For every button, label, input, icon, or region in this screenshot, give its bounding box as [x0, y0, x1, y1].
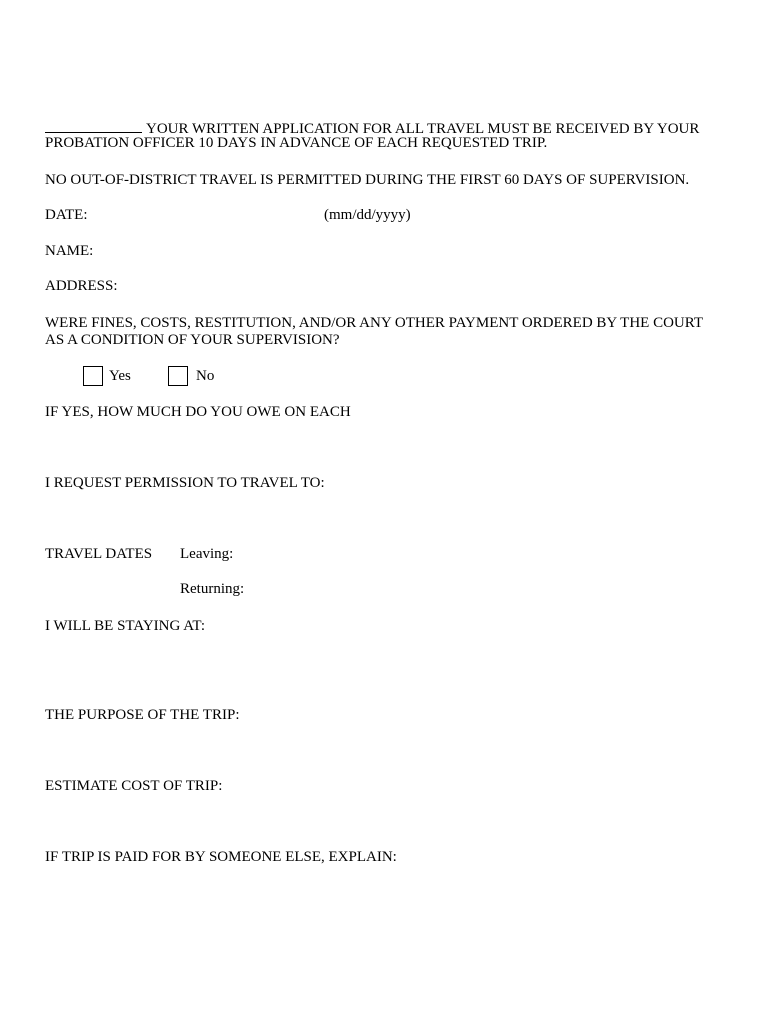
out-of-district-notice: NO OUT-OF-DISTRICT TRAVEL IS PERMITTED DURING THE FIRST 60 DAYS OF SUPERVISION.: [45, 172, 690, 188]
yes-label: Yes: [109, 368, 131, 384]
returning-label: Returning:: [180, 581, 245, 597]
name-label: NAME:: [45, 243, 94, 259]
staying-at-label: I WILL BE STAYING AT:: [45, 618, 205, 634]
payment-question-line-1: WERE FINES, COSTS, RESTITUTION, AND/OR ANY OTHER PAYMENT ORDERED BY THE COURT: [45, 315, 704, 331]
destination-label: I REQUEST PERMISSION TO TRAVEL TO:: [45, 475, 325, 491]
payment-question-line-2: AS A CONDITION OF YOUR SUPERVISION?: [45, 332, 340, 348]
intro-line-2: PROBATION OFFICER 10 DAYS IN ADVANCE OF EACH REQUESTED TRIP.: [45, 135, 548, 151]
leaving-label: Leaving:: [180, 546, 234, 562]
no-label: No: [196, 368, 215, 384]
address-label: ADDRESS:: [45, 278, 118, 294]
no-checkbox[interactable]: [168, 366, 188, 386]
intro-blank-line: [45, 118, 142, 133]
travel-dates-label: TRAVEL DATES: [45, 546, 153, 562]
intro-text-1: YOUR WRITTEN APPLICATION FOR ALL TRAVEL MUST BE RECEIVED BY YOUR: [146, 121, 700, 137]
date-format-hint: (mm/dd/yyyy): [324, 207, 411, 223]
yes-checkbox[interactable]: [83, 366, 103, 386]
trip-purpose-label: THE PURPOSE OF THE TRIP:: [45, 707, 240, 723]
paid-by-other-label: IF TRIP IS PAID FOR BY SOMEONE ELSE, EXPLAIN:: [45, 849, 397, 865]
amount-owed-label: IF YES, HOW MUCH DO YOU OWE ON EACH: [45, 404, 351, 420]
estimated-cost-label: ESTIMATE COST OF TRIP:: [45, 778, 223, 794]
date-label: DATE:: [45, 207, 88, 223]
